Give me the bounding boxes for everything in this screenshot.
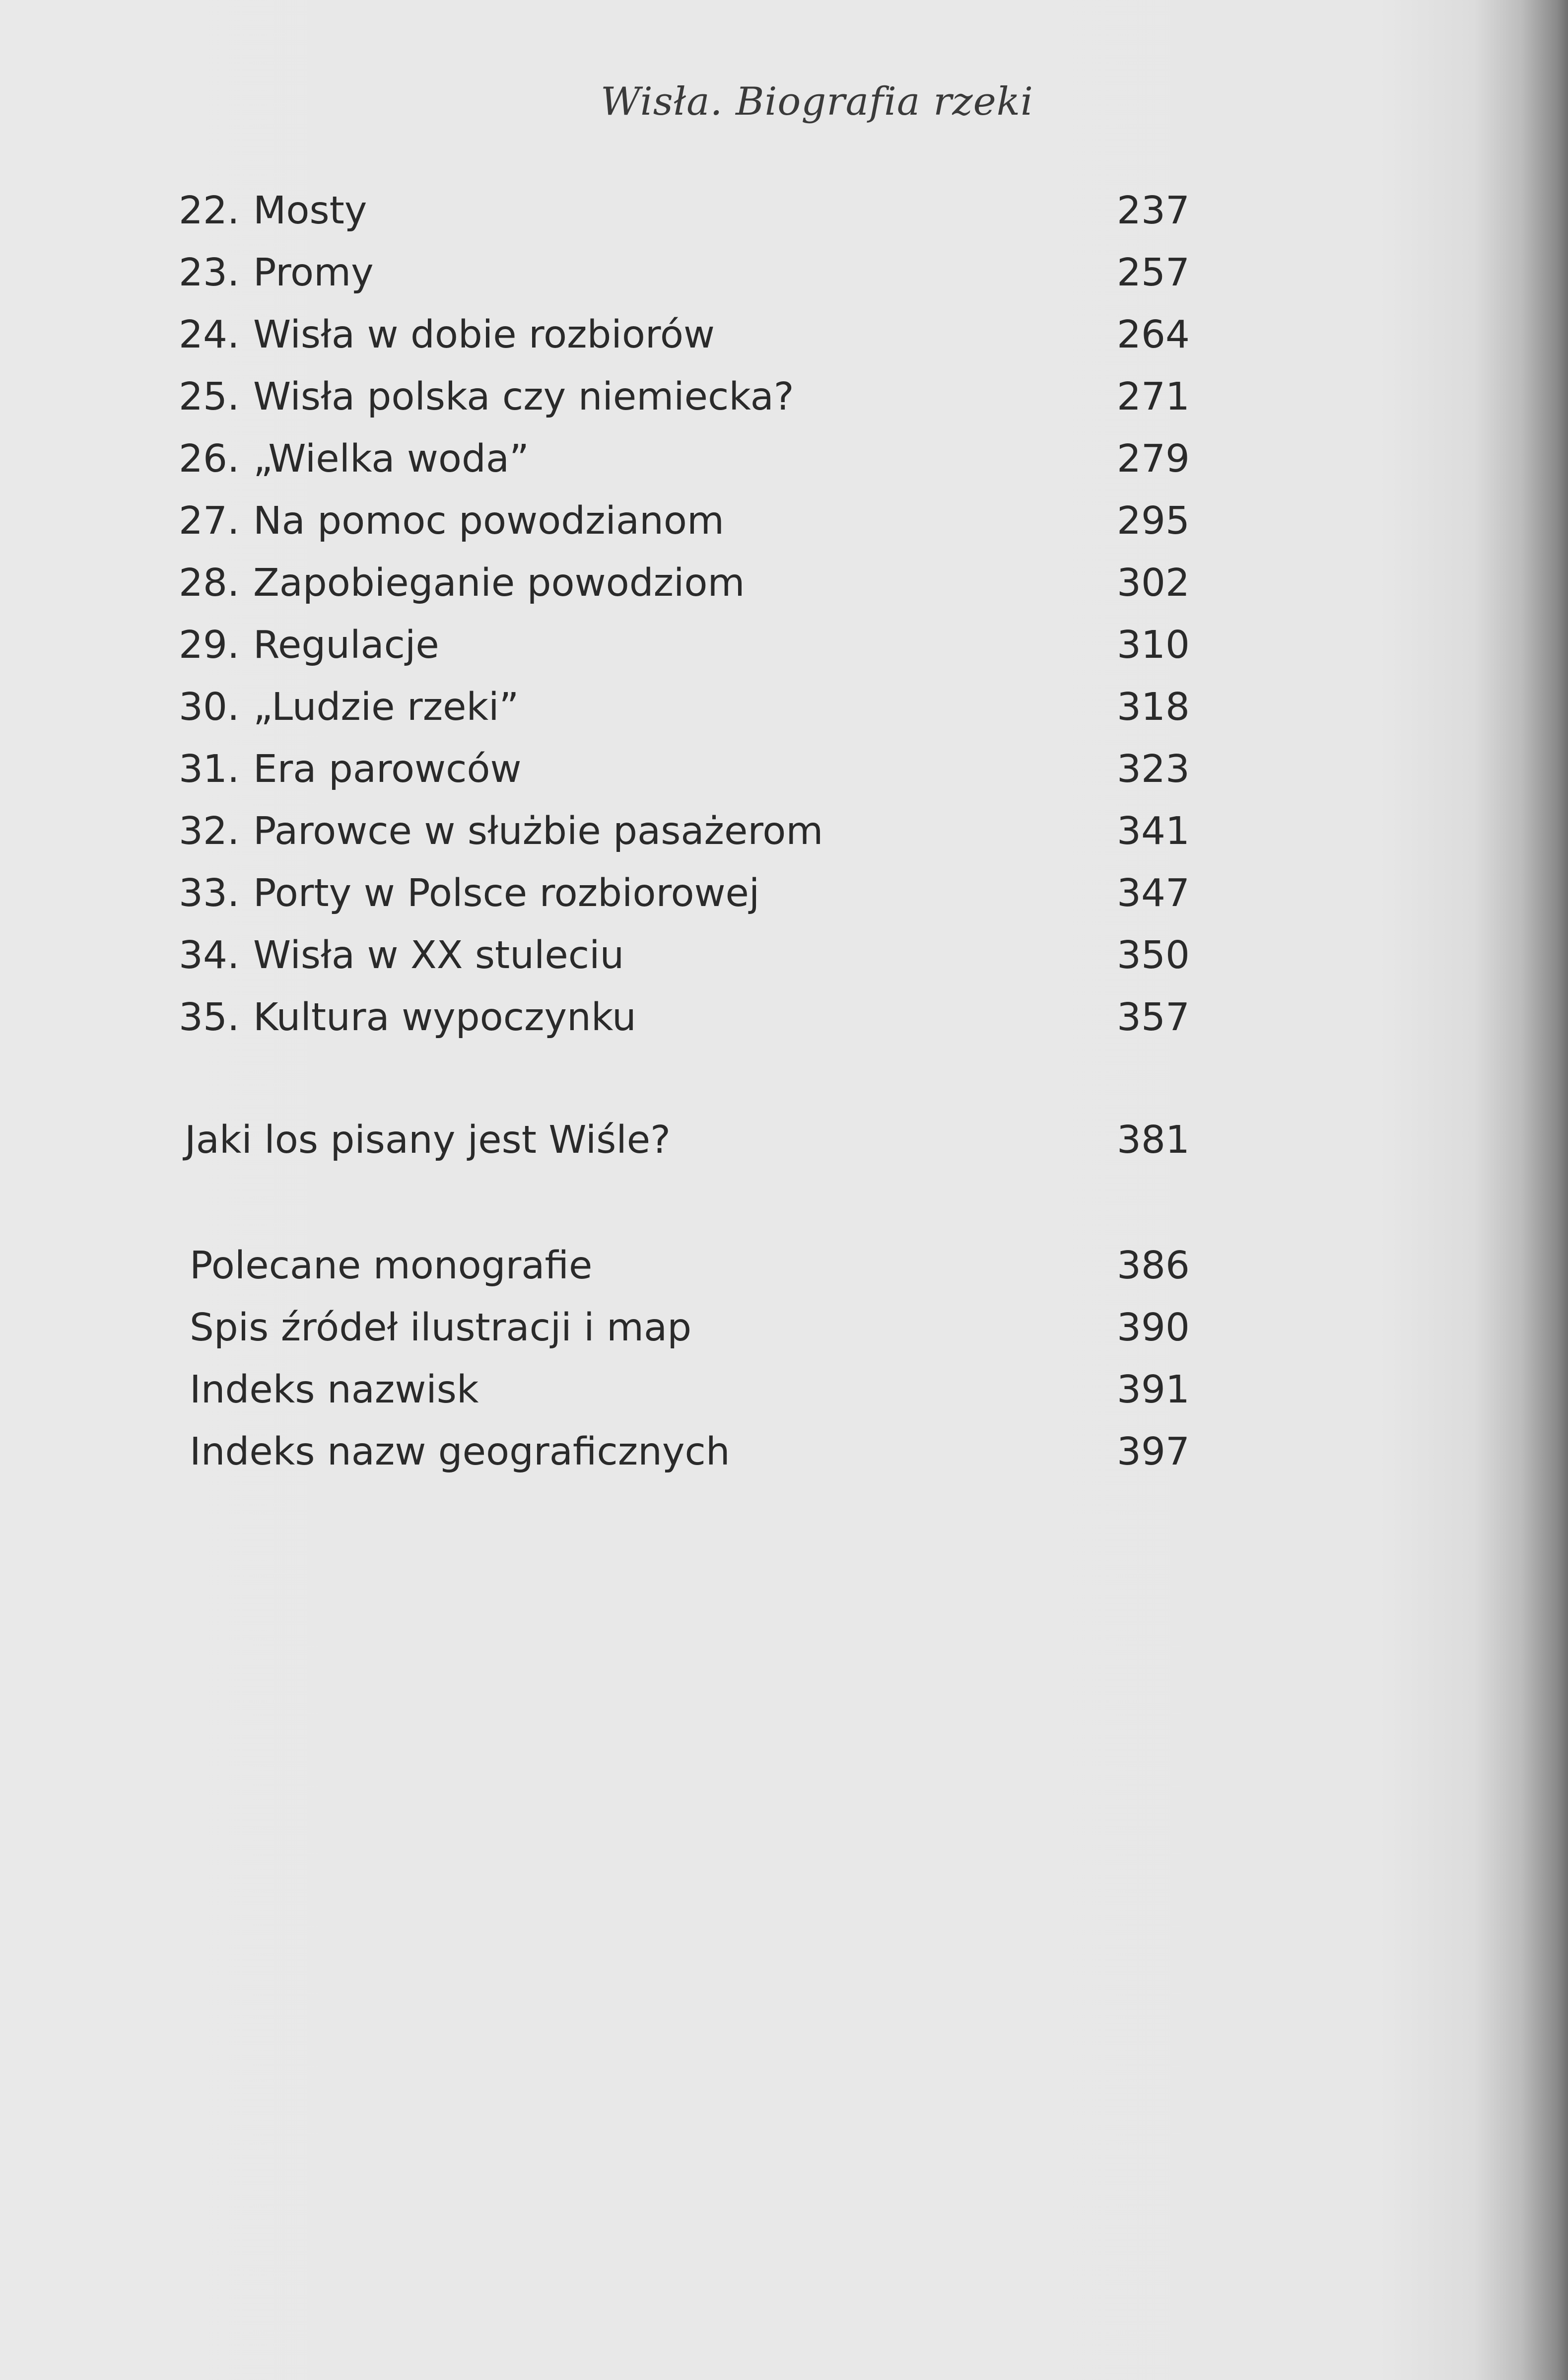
chapter-number: 28.: [179, 561, 240, 605]
chapter-number: 29.: [179, 623, 240, 667]
back-matter-title: Polecane monografie: [190, 1244, 593, 1288]
toc-entry: [0, 370, 1221, 424]
page-number: 386: [1117, 1244, 1190, 1288]
page-number: 295: [1117, 499, 1190, 543]
toc-entry: [0, 556, 1221, 611]
toc-entry: [0, 184, 1221, 238]
toc-back-matter-entry: [0, 1301, 1221, 1355]
chapter-title: Na pomoc powodzianom: [253, 499, 725, 543]
chapter-title: Porty w Polsce rozbiorowej: [253, 871, 760, 915]
chapter-title: Promy: [253, 251, 374, 295]
page-number: 323: [1117, 747, 1190, 791]
toc-entry: [0, 308, 1221, 362]
page-number: 381: [1117, 1118, 1190, 1162]
toc-entry: [0, 494, 1221, 549]
back-matter-title: Spis źródeł ilustracji i map: [190, 1306, 692, 1350]
toc-back-matter-entry: [0, 1363, 1221, 1417]
chapter-number: 32.: [179, 809, 240, 853]
page-number: 302: [1117, 561, 1190, 605]
toc-entry: [0, 928, 1221, 983]
chapter-title: Wisła polska czy niemiecka?: [253, 375, 794, 419]
page-number: 357: [1117, 995, 1190, 1040]
chapter-number: 26.: [179, 437, 240, 481]
page-number: 257: [1117, 251, 1190, 295]
toc-entry: [0, 246, 1221, 300]
chapter-number: 35.: [179, 995, 240, 1040]
chapter-title: Wisła w XX stuleciu: [253, 933, 624, 978]
page-number: 264: [1117, 313, 1190, 357]
page-number: 279: [1117, 437, 1190, 481]
toc-entry: [0, 742, 1221, 797]
page-number: 341: [1117, 809, 1190, 853]
chapter-number: 34.: [179, 933, 240, 978]
chapter-title: Regulacje: [253, 623, 439, 667]
chapter-number: 27.: [179, 499, 240, 543]
page-number: 347: [1117, 871, 1190, 915]
page-number: 271: [1117, 375, 1190, 419]
chapter-title: Wisła w dobie rozbiorów: [253, 313, 715, 357]
chapter-title: „Wielka woda”: [253, 437, 529, 481]
page-number: 237: [1117, 189, 1190, 233]
toc-epilogue: [0, 1113, 1221, 1168]
chapter-number: 30.: [179, 685, 240, 729]
chapter-title: Parowce w służbie pasażerom: [253, 809, 823, 853]
toc-entry: [0, 432, 1221, 487]
page-number: 390: [1117, 1306, 1190, 1350]
back-matter-title: Indeks nazwisk: [190, 1368, 479, 1412]
toc-entry: [0, 866, 1221, 921]
chapter-number: 23.: [179, 251, 240, 295]
page-number: 350: [1117, 933, 1190, 978]
page-number: 391: [1117, 1368, 1190, 1412]
chapter-title: Era parowców: [253, 747, 522, 791]
toc-entry: [0, 990, 1221, 1045]
chapter-title: Zapobieganie powodziom: [253, 561, 745, 605]
chapter-number: 33.: [179, 871, 240, 915]
page-number: 318: [1117, 685, 1190, 729]
chapter-title: „Ludzie rzeki”: [253, 685, 519, 729]
chapter-number: 31.: [179, 747, 240, 791]
page-number: 310: [1117, 623, 1190, 667]
chapter-number: 24.: [179, 313, 240, 357]
chapter-title: Kultura wypoczynku: [253, 995, 636, 1040]
chapter-title: Mosty: [253, 189, 367, 233]
chapter-number: 25.: [179, 375, 240, 419]
page-number: 397: [1117, 1430, 1190, 1474]
epilogue-title: Jaki los pisany jest Wiśle?: [185, 1118, 671, 1162]
chapter-number: 22.: [179, 189, 240, 233]
toc-back-matter-entry: [0, 1425, 1221, 1479]
toc-entry: [0, 680, 1221, 735]
back-matter-title: Indeks nazw geograficznych: [190, 1430, 730, 1474]
toc-entry: [0, 618, 1221, 673]
running-header: Wisła. Biografia rzeki: [601, 79, 1033, 124]
toc-back-matter-entry: [0, 1239, 1221, 1293]
toc-entry: [0, 804, 1221, 859]
